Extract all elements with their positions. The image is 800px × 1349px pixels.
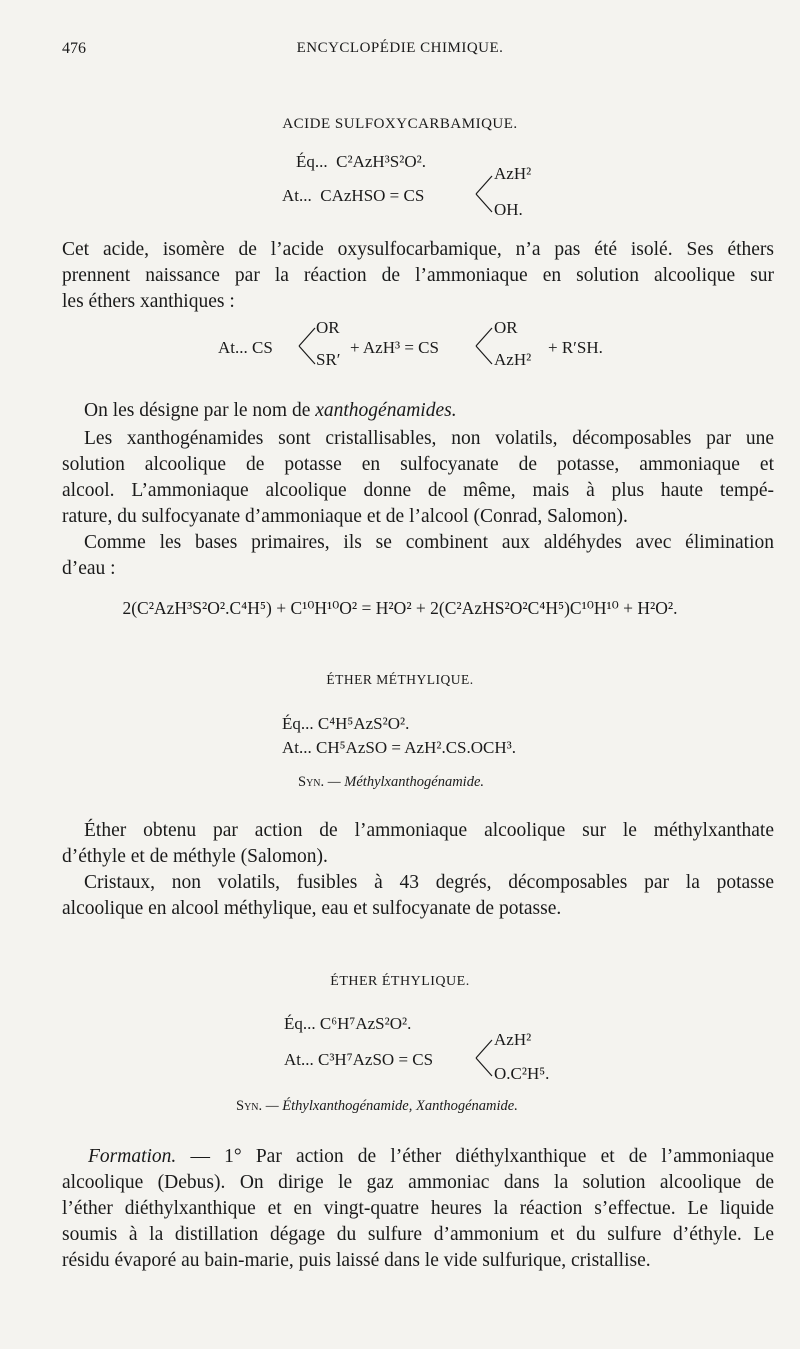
text-line: l’éther diéthylxanthique et en vingt-quatre heures la réaction s’effectue. Le liquide bbox=[62, 1198, 774, 1219]
branch-top-ethyl: AzH² bbox=[494, 1030, 532, 1049]
term-xanthogenamides: xanthogénamides. bbox=[315, 400, 457, 421]
text-line: rature, du sulfocyanate d’ammoniaque et de l’alcool (Conrad, Salomon). bbox=[62, 506, 628, 527]
at-label: At... bbox=[282, 186, 312, 205]
formation-label: Formation. bbox=[88, 1146, 177, 1167]
text-line: alcoolique (Debus). On dirige le gaz ammoniac dans la solution alcoolique de bbox=[62, 1172, 774, 1193]
eq-formula: C²AzH³S²O². bbox=[336, 152, 426, 171]
text-line: Cristaux, non volatils, fusibles à 43 degrés, décomposables par la potasse bbox=[84, 872, 774, 893]
text-line: Cet acide, isomère de l’acide oxysulfocarbamique, n’a pas été isolé. Ses éthers bbox=[62, 239, 774, 260]
aldehyde-equation: 2(C²AzH³S²O².C⁴H⁵) + C¹⁰H¹⁰O² = H²O² + 2(C²AzHS²O²C⁴H⁵)C¹⁰H¹⁰ + H²O². bbox=[122, 598, 678, 618]
branch-bottom-ethyl: O.C²H⁵. bbox=[494, 1064, 550, 1083]
at-line-methyl: At... CH⁵AzSO = AzH².CS.OCH³. bbox=[282, 738, 516, 757]
page-number: 476 bbox=[62, 40, 86, 57]
synonym-methyl: Syn. — Méthylxanthogénamide. bbox=[298, 774, 485, 790]
reaction-label: At... CS bbox=[218, 338, 273, 357]
reaction-end: + R′SH. bbox=[548, 338, 603, 357]
running-title: ENCYCLOPÉDIE CHIMIQUE. bbox=[296, 40, 504, 56]
eq-line-acide bbox=[296, 152, 426, 172]
text-line: d’éthyle et de méthyle (Salomon). bbox=[62, 846, 328, 867]
reaction-bottom-2: AzH² bbox=[494, 350, 532, 369]
branch-lines-reaction-2 bbox=[474, 322, 494, 368]
text-line: Éther obtenu par action de l’ammoniaque alcoolique sur le méthylxanthate bbox=[84, 820, 774, 841]
text-line: d’eau : bbox=[62, 558, 116, 579]
text-line: soumis à la distillation dégage du sulfure d’ammonium et du sulfure d’éthyle. Le bbox=[62, 1224, 774, 1245]
branch-bottom-acide: OH. bbox=[494, 200, 523, 219]
text-line: Comme les bases primaires, ils se combinent aux aldéhydes avec élimination bbox=[84, 532, 774, 553]
paragraph-intro bbox=[62, 237, 774, 315]
branch-lines-reaction-1 bbox=[297, 322, 317, 368]
reaction-top-1: OR bbox=[316, 318, 340, 337]
text-line: alcoolique en alcool méthylique, eau et sulfocyanate de potasse. bbox=[62, 898, 562, 919]
paragraph-properties bbox=[62, 426, 774, 582]
eq-line-ethyl: Éq... C⁶H⁷AzS²O². bbox=[284, 1014, 412, 1033]
section-title-acide: ACIDE SULFOXYCARBAMIQUE. bbox=[282, 116, 518, 132]
branch-top-acide: AzH² bbox=[494, 164, 532, 183]
eq-line-methyl: Éq... C⁴H⁵AzS²O². bbox=[282, 714, 410, 733]
branch-lines-ethyl bbox=[474, 1034, 494, 1080]
text-line: alcool. L’ammoniaque alcoolique donne de même, mais à plus haute tempé- bbox=[62, 480, 774, 501]
at-left-formula: CAzHSO = CS bbox=[320, 186, 425, 205]
paragraph-methyl bbox=[62, 818, 774, 922]
reaction-middle: + AzH³ = CS bbox=[350, 338, 439, 357]
section-title-methyl: ÉTHER MÉTHYLIQUE. bbox=[326, 672, 474, 687]
at-line-acide bbox=[282, 186, 424, 206]
section-title-ethyl: ÉTHER ÉTHYLIQUE. bbox=[330, 974, 470, 989]
text-line: les éthers xanthiques : bbox=[62, 291, 235, 312]
reaction-top-2: OR bbox=[494, 318, 518, 337]
text-line: solution alcoolique de potasse en sulfocyanate de potasse, ammoniaque et bbox=[62, 454, 774, 475]
text-line: Les xanthogénamides sont cristallisables, non volatils, décomposables par une bbox=[84, 428, 774, 449]
text-line: prennent naissance par la réaction de l’ammoniaque en solution alcoolique sur bbox=[62, 265, 774, 286]
paragraph-formation bbox=[62, 1144, 774, 1274]
text-line: Formation. — 1° Par action de l’éther diéthylxanthique et de l’ammoniaque bbox=[88, 1146, 774, 1167]
at-line-ethyl: At... C³H⁷AzSO = CS bbox=[284, 1050, 434, 1069]
eq-label: Éq... bbox=[296, 152, 328, 171]
synonym-ethyl: Syn. — Éthylxanthogénamide, Xanthogénamide. bbox=[236, 1098, 518, 1114]
text-line: résidu évaporé au bain-marie, puis laissé dans le vide sulfurique, cristallise. bbox=[62, 1250, 651, 1271]
named-line: On les désigne par le nom de xanthogénamides. bbox=[84, 400, 457, 421]
branch-lines-acide bbox=[474, 170, 494, 216]
reaction-bottom-1: SR′ bbox=[316, 350, 341, 369]
